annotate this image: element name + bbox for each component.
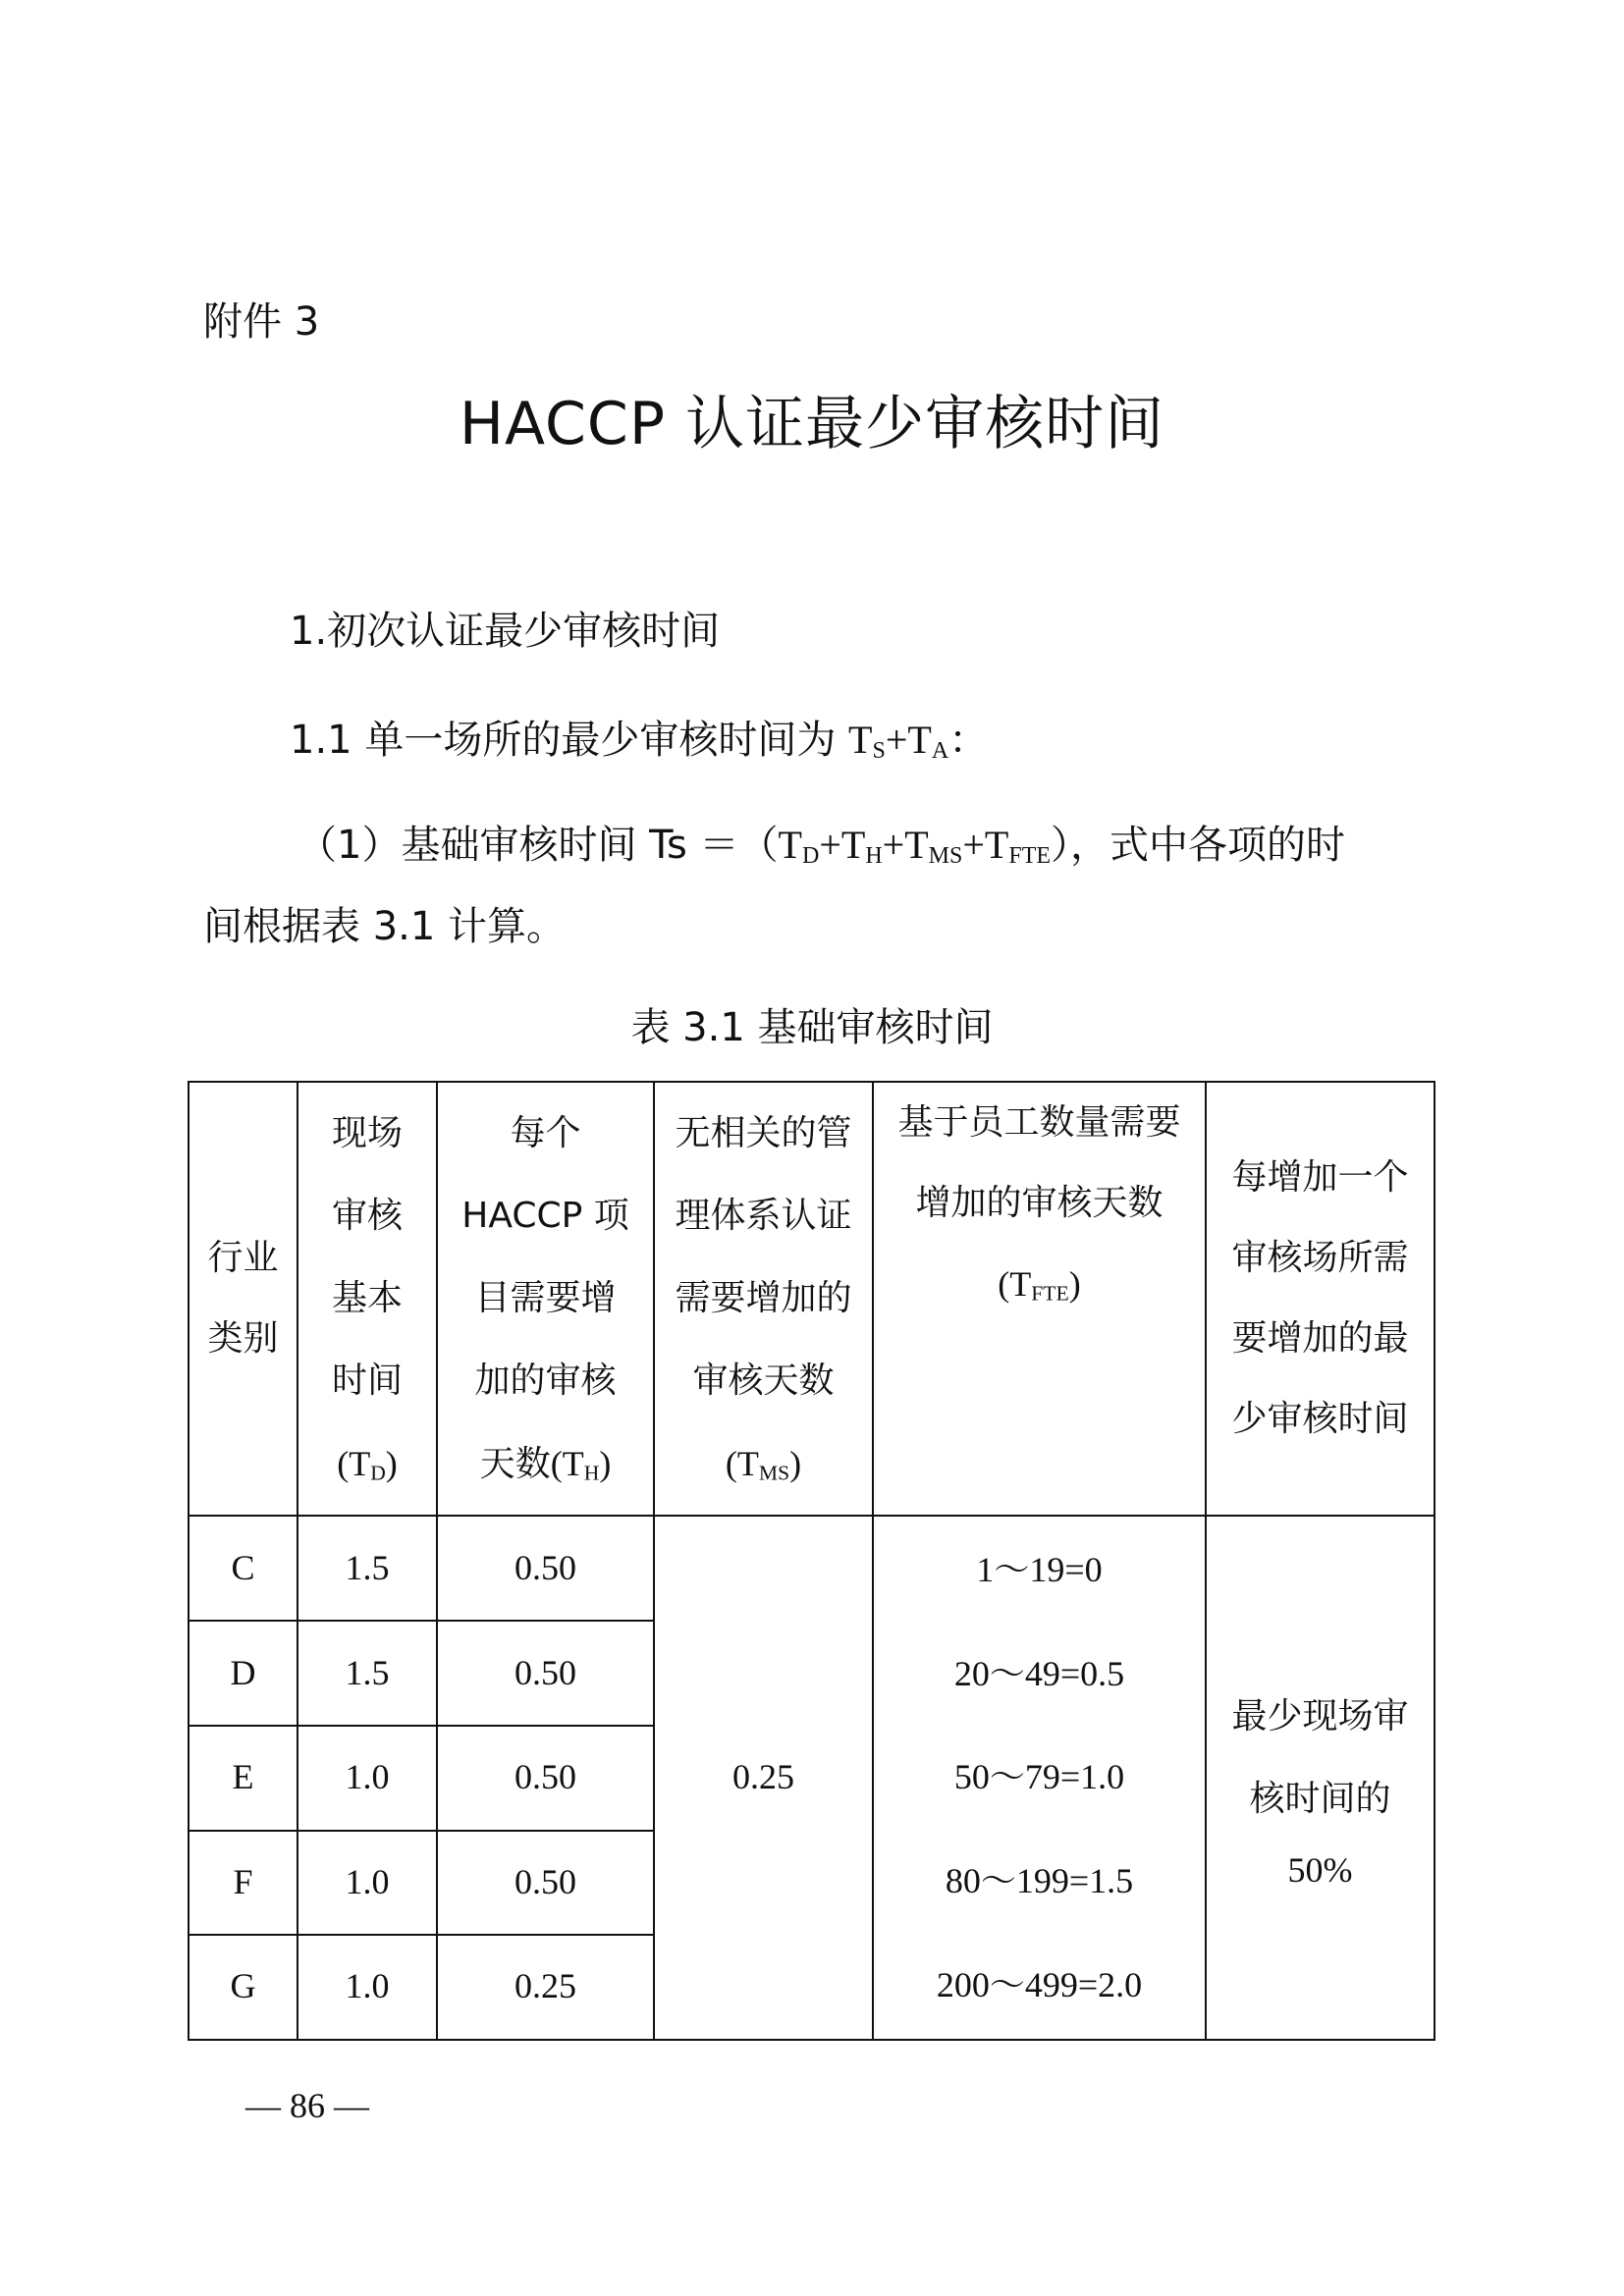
symbol-sub: D bbox=[370, 1461, 386, 1485]
header-additional-site bbox=[1207, 1083, 1434, 1515]
paren-close: ) bbox=[599, 1443, 612, 1483]
attachment-label bbox=[203, 293, 319, 351]
term-sub: FTE bbox=[1008, 842, 1052, 869]
header-text: 现场 bbox=[331, 1113, 403, 1153]
paragraph-line-2: 间根据表 3.1 计算。 bbox=[203, 904, 567, 949]
term-plus: + bbox=[882, 823, 905, 867]
header-text: 类别 bbox=[207, 1318, 279, 1359]
section-heading-1: 1.初次认证最少审核时间 bbox=[290, 609, 721, 654]
header-th bbox=[438, 1083, 653, 1515]
term-t: T bbox=[984, 823, 1009, 867]
row-divider bbox=[188, 1830, 653, 1832]
paren-close: ) bbox=[789, 1444, 802, 1483]
cell-tfte-value: 200～499=2.0 bbox=[936, 1965, 1143, 2004]
symbol-t: T bbox=[562, 1443, 584, 1483]
term-t: T bbox=[778, 823, 802, 867]
header-text-last bbox=[480, 1422, 612, 1506]
header-symbol bbox=[726, 1422, 801, 1505]
table-border-bottom bbox=[188, 2039, 1435, 2041]
site-value-text: 最少现场审 bbox=[1231, 1696, 1409, 1736]
cell-tms-value: 0.25 bbox=[732, 1757, 794, 1796]
attachment-text: 附件 3 bbox=[203, 299, 320, 345]
header-text: 少审核时间 bbox=[1231, 1399, 1409, 1439]
cell-td: 1.0 bbox=[345, 1757, 390, 1796]
term-plus: + bbox=[962, 823, 985, 867]
header-text: 天数 bbox=[479, 1443, 551, 1484]
cell-tfte-value: 80～199=1.5 bbox=[945, 1861, 1134, 1900]
paren-open: ( bbox=[725, 1444, 737, 1483]
cell-th: 0.50 bbox=[514, 1548, 576, 1587]
paren-open: ( bbox=[550, 1443, 563, 1483]
row-divider bbox=[188, 1934, 653, 1936]
header-text: 目需要增 bbox=[474, 1277, 617, 1318]
header-text: 每增加一个 bbox=[1231, 1157, 1409, 1198]
cell-td: 1.5 bbox=[345, 1653, 390, 1692]
header-text: 审核场所需 bbox=[1231, 1238, 1409, 1278]
term-sub: D bbox=[801, 842, 820, 869]
symbol-t: T bbox=[907, 718, 932, 762]
cell-tfte-value: 20～49=0.5 bbox=[953, 1654, 1125, 1693]
cell-category: F bbox=[233, 1862, 253, 1901]
header-tfte bbox=[874, 1083, 1205, 1328]
cell-category: C bbox=[231, 1548, 255, 1587]
header-text: 行业 bbox=[207, 1238, 279, 1278]
header-text: 每个 bbox=[510, 1112, 581, 1153]
header-industry-category bbox=[189, 1083, 297, 1515]
paragraph-line-1 bbox=[298, 816, 1345, 875]
cell-tfte-value: 50～79=1.0 bbox=[953, 1757, 1125, 1796]
paren-close: ) bbox=[1068, 1264, 1081, 1304]
paren-close: ) bbox=[385, 1444, 398, 1483]
subscript-a: A bbox=[931, 737, 949, 764]
header-td bbox=[298, 1083, 436, 1515]
paragraph-prefix: （1）基础审核时间 Ts ＝（ bbox=[298, 823, 779, 868]
symbol-t: T bbox=[736, 1444, 759, 1483]
row-divider bbox=[188, 1725, 653, 1727]
header-text: 时间 bbox=[331, 1361, 403, 1401]
term-t: T bbox=[840, 823, 866, 867]
subscript-s: S bbox=[872, 737, 886, 764]
page-number: — 86 — bbox=[245, 2086, 369, 2125]
symbol-sub: MS bbox=[758, 1461, 790, 1485]
cell-site-value bbox=[1207, 1676, 1434, 1899]
header-divider bbox=[188, 1515, 1435, 1517]
header-symbol bbox=[337, 1422, 398, 1505]
site-value-percent: 50% bbox=[1287, 1850, 1353, 1890]
term-sub: H bbox=[865, 842, 883, 869]
cell-category: G bbox=[230, 1966, 256, 2005]
cell-th: 0.50 bbox=[514, 1862, 576, 1901]
term-plus: + bbox=[819, 823, 841, 867]
header-text: 审核 bbox=[331, 1196, 403, 1236]
paren-open: ( bbox=[998, 1264, 1010, 1304]
paren-open: ( bbox=[337, 1444, 350, 1483]
plus-sign: + bbox=[885, 718, 908, 762]
cell-category: D bbox=[230, 1653, 256, 1692]
row-divider bbox=[188, 1620, 653, 1622]
header-tms bbox=[655, 1083, 872, 1515]
header-text: 审核天数 bbox=[692, 1361, 835, 1401]
site-value-text: 核时间的 bbox=[1249, 1779, 1391, 1819]
header-text: 要增加的最 bbox=[1231, 1318, 1409, 1359]
table-border-right bbox=[1434, 1081, 1435, 2041]
paragraph-suffix: ），式中各项的时 bbox=[1051, 823, 1346, 868]
header-text: 理体系认证 bbox=[675, 1196, 852, 1236]
header-text: 加的审核 bbox=[474, 1360, 617, 1401]
table-caption: 表 3.1 基础审核时间 bbox=[630, 1005, 994, 1050]
cell-td: 1.0 bbox=[345, 1966, 390, 2005]
cell-category: E bbox=[232, 1757, 254, 1796]
audit-time-table bbox=[188, 1081, 1435, 2041]
cell-th: 0.25 bbox=[514, 1966, 576, 2005]
header-text: HACCP 项 bbox=[461, 1195, 629, 1236]
section-heading-1-1 bbox=[290, 711, 988, 770]
term-sub: MS bbox=[928, 842, 963, 869]
symbol-sub: FTE bbox=[1031, 1281, 1069, 1306]
header-text: 需要增加的 bbox=[675, 1278, 852, 1318]
heading-1-1-text: 1.1 单一场所的最少审核时间为 bbox=[290, 718, 849, 763]
document-title: HACCP 认证最少审核时间 bbox=[459, 390, 1165, 458]
cell-th: 0.50 bbox=[514, 1757, 576, 1796]
header-symbol bbox=[998, 1244, 1080, 1324]
symbol-t: T bbox=[349, 1444, 371, 1483]
term-t: T bbox=[904, 823, 929, 867]
symbol-t: T bbox=[848, 718, 873, 762]
cell-th: 0.50 bbox=[514, 1653, 576, 1692]
cell-td: 1.5 bbox=[345, 1548, 390, 1587]
header-text: 增加的审核天数 bbox=[915, 1183, 1164, 1223]
symbol-sub: H bbox=[583, 1460, 600, 1484]
cell-tfte-value: 1～19=0 bbox=[976, 1550, 1103, 1589]
cell-td: 1.0 bbox=[345, 1862, 390, 1901]
colon: ： bbox=[948, 718, 989, 763]
header-text: 无相关的管 bbox=[675, 1113, 852, 1153]
header-text: 基本 bbox=[331, 1278, 403, 1318]
symbol-t: T bbox=[1009, 1264, 1032, 1304]
header-text: 基于员工数量需要 bbox=[897, 1102, 1181, 1143]
